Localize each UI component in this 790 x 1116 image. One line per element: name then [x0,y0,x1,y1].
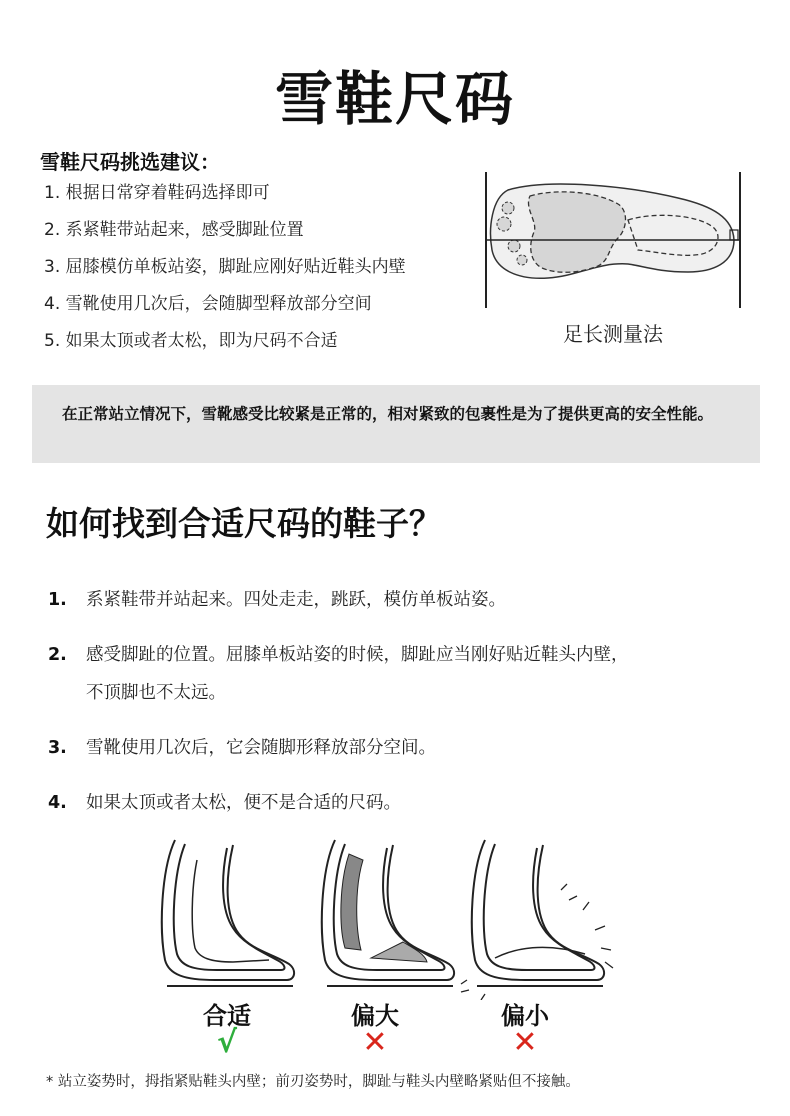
fit-label-big: 偏大 [351,1002,399,1030]
step-text-continued: 不顶脚也不太远。 [86,683,226,703]
boot-fit-illustration [155,830,625,1000]
advice-item: 2. 系紧鞋带站起来，感受脚趾位置 [44,220,304,240]
step-text: 雪靴使用几次后，它会随脚形释放部分空间。 [86,738,436,758]
step-item [48,781,401,825]
cross-icon: ✕ [362,1025,388,1060]
step-item [48,578,506,622]
step-text: 感受脚趾的位置。屈膝单板站姿的时候，脚趾应当刚好贴近鞋头内壁， [86,645,629,665]
footnote: * 站立姿势时，拇指紧贴鞋头内壁；前刃姿势时，脚趾与鞋头内壁略紧贴但不接触。 [46,1074,580,1090]
page-title: 雪鞋尺码 [274,65,515,133]
step-text: 如果太顶或者太松，便不是合适的尺码。 [86,793,401,813]
fit-label-good: 合适 [203,1002,251,1030]
notice-box [32,385,760,463]
advice-item: 1. 根据日常穿着鞋码选择即可 [44,183,270,203]
step-number: 3. [48,738,67,758]
check-icon: √ [216,1025,237,1060]
fit-label-small: 偏小 [501,1002,549,1030]
howto-heading: 如何找到合适尺码的鞋子？ [46,504,442,543]
advice-item: 3. 屈膝模仿单板站姿，脚趾应刚好贴近鞋头内壁 [44,257,406,277]
boot-fit-big [322,840,454,986]
step-number: 2. [48,645,67,665]
step-item [48,726,436,770]
advice-heading: 雪鞋尺码挑选建议： [40,150,220,174]
boot-fit-small [461,840,613,1000]
foot-diagram-caption: 足长测量法 [563,322,663,346]
advice-list [44,184,406,369]
step-text: 系紧鞋带并站起来。四处走走，跳跃，模仿单板站姿。 [86,590,506,610]
cross-icon: ✕ [512,1025,538,1060]
boot-fit-good [162,840,294,986]
step-number: 1. [48,590,67,610]
foot-length-diagram [478,168,748,310]
advice-item: 4. 雪靴使用几次后，会随脚型释放部分空间 [44,294,372,314]
notice-text: 在正常站立情况下，雪靴感受比较紧是正常的，相对紧致的包裹性是为了提供更高的安全性能。 [62,405,714,423]
advice-item: 5. 如果太顶或者太松，即为尺码不合适 [44,331,338,351]
step-number: 4. [48,793,67,813]
